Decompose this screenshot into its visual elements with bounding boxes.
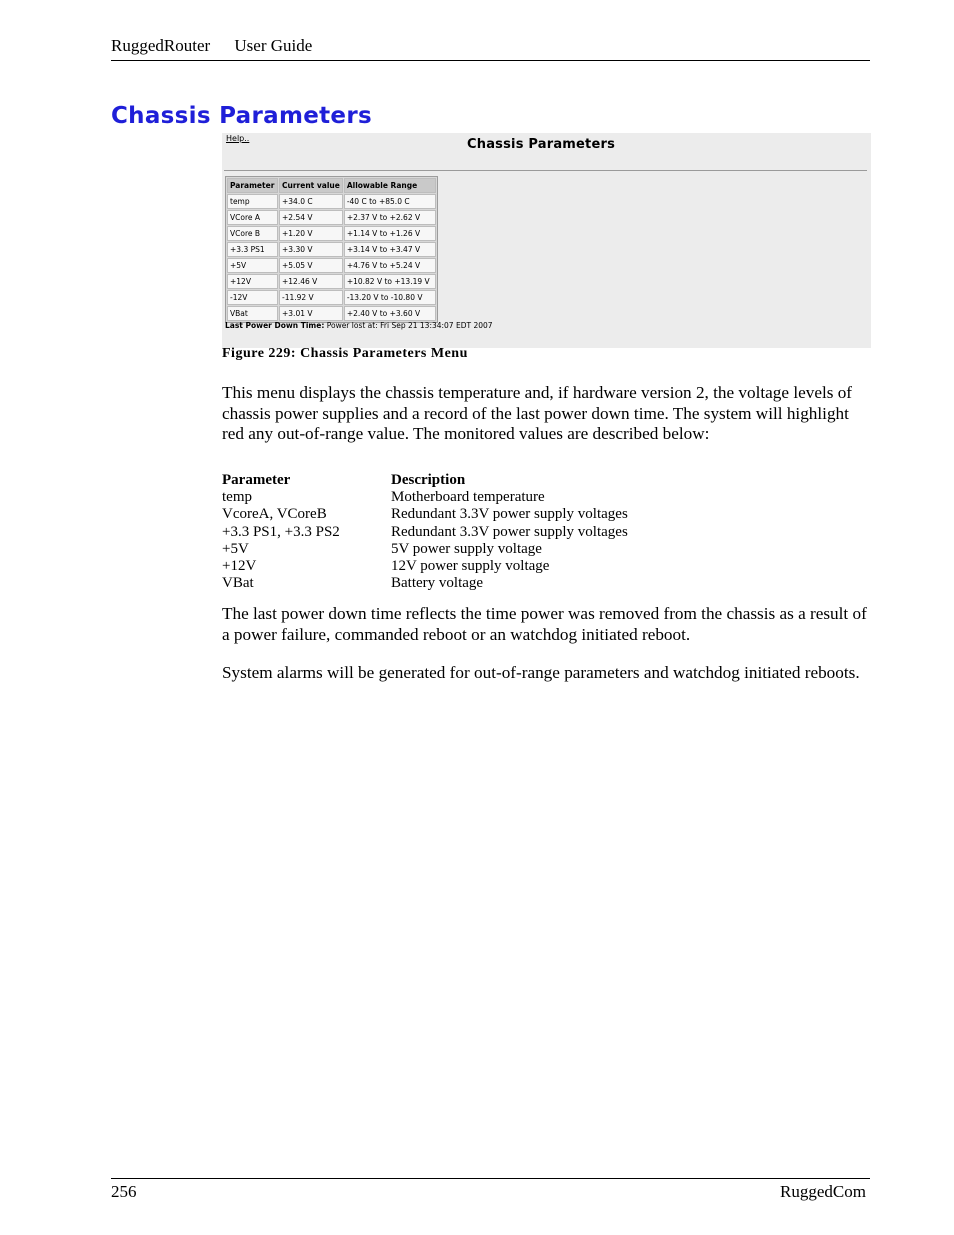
intro-paragraph: This menu displays the chassis temperature and, if hardware version 2, the voltage levels of chassis power supplies and a record of the last power down time. The system will highlight red any out-of-range value. The monitored values are described below: [222, 383, 853, 443]
chassis-parameters-table [225, 176, 438, 323]
figure-caption: Figure 229: Chassis Parameters Menu [222, 346, 468, 361]
help-link[interactable]: Help.. [226, 134, 250, 143]
range-cell: +3.14 V to +3.47 V [344, 242, 436, 257]
table-row [222, 489, 628, 506]
table-header-row [227, 178, 436, 193]
page-footer [111, 1178, 870, 1202]
section-heading: Chassis Parameters [111, 103, 372, 129]
parameter-cell: +12V [222, 558, 257, 575]
description-cell: Motherboard temperature [391, 489, 545, 506]
parameter-cell: +5V [222, 540, 249, 557]
document-title: User Guide [234, 36, 313, 55]
parameter-description-table [222, 472, 628, 592]
screenshot-title: Chassis Parameters [467, 137, 616, 152]
parameter-cell: VBat [227, 306, 278, 321]
table-row [222, 541, 628, 558]
value-cell: +3.30 V [279, 242, 343, 257]
parameter-cell: VcoreA, VCoreB [222, 506, 327, 523]
title-divider [224, 170, 867, 171]
parameter-cell: -12V [227, 290, 278, 305]
description-cell: Redundant 3.3V power supply voltages [391, 506, 628, 523]
alarms-paragraph: System alarms will be generated for out-of-range parameters and watchdog initiated reboots. [222, 663, 860, 682]
value-cell: +34.0 C [279, 194, 343, 209]
column-header: Parameter [222, 472, 291, 488]
description-cell: Redundant 3.3V power supply voltages [391, 523, 628, 540]
table-row [227, 226, 436, 241]
column-header: Allowable Range [344, 178, 436, 193]
description-cell: 5V power supply voltage [391, 540, 542, 557]
parameter-cell: VCore A [227, 210, 278, 225]
table-row [222, 506, 628, 523]
value-cell: +5.05 V [279, 258, 343, 273]
value-cell: +12.46 V [279, 274, 343, 289]
table-row [222, 524, 628, 541]
table-row [222, 575, 628, 592]
table-row [227, 194, 436, 209]
value-cell: -11.92 V [279, 290, 343, 305]
column-header: Description [391, 472, 466, 488]
description-cell: 12V power supply voltage [391, 558, 550, 575]
parameter-cell: +5V [227, 258, 278, 273]
table-row [227, 210, 436, 225]
company-name: RuggedCom [780, 1182, 866, 1201]
parameter-cell: +12V [227, 274, 278, 289]
table-row [227, 242, 436, 257]
table-row [227, 306, 436, 321]
value-cell: +1.20 V [279, 226, 343, 241]
table-row [227, 290, 436, 305]
range-cell: +2.37 V to +2.62 V [344, 210, 436, 225]
description-cell: Battery voltage [391, 575, 484, 592]
parameter-cell: temp [227, 194, 278, 209]
range-cell: +2.40 V to +3.60 V [344, 306, 436, 321]
last-power-down [225, 321, 493, 330]
table-row [227, 274, 436, 289]
range-cell: +1.14 V to +1.26 V [344, 226, 436, 241]
value-cell: +2.54 V [279, 210, 343, 225]
parameter-cell: +3.3 PS1 [227, 242, 278, 257]
parameter-cell: VBat [222, 575, 254, 592]
chassis-parameters-screenshot [222, 133, 871, 348]
page-number: 256 [111, 1182, 137, 1201]
power-down-value: Power lost at: Fri Sep 21 13:34:07 EDT 2007 [326, 321, 493, 330]
parameter-cell: VCore B [227, 226, 278, 241]
range-cell: +4.76 V to +5.24 V [344, 258, 436, 273]
range-cell: +10.82 V to +13.19 V [344, 274, 436, 289]
page-header [111, 36, 870, 61]
power-down-label: Last Power Down Time: [225, 321, 325, 330]
column-header: Current value [279, 178, 343, 193]
table-row [222, 558, 628, 575]
parameter-cell: +3.3 PS1, +3.3 PS2 [222, 523, 340, 540]
column-header: Parameter [227, 178, 278, 193]
table-row [227, 258, 436, 273]
parameter-cell: temp [222, 489, 252, 506]
range-cell: -13.20 V to -10.80 V [344, 290, 436, 305]
power-down-paragraph: The last power down time reflects the time power was removed from the chassis as a result of a power failure, commanded reboot or an watchdog initiated reboot. [222, 604, 867, 644]
range-cell: -40 C to +85.0 C [344, 194, 436, 209]
product-name: RuggedRouter [111, 36, 211, 55]
table-header-row [222, 472, 628, 489]
value-cell: +3.01 V [279, 306, 343, 321]
